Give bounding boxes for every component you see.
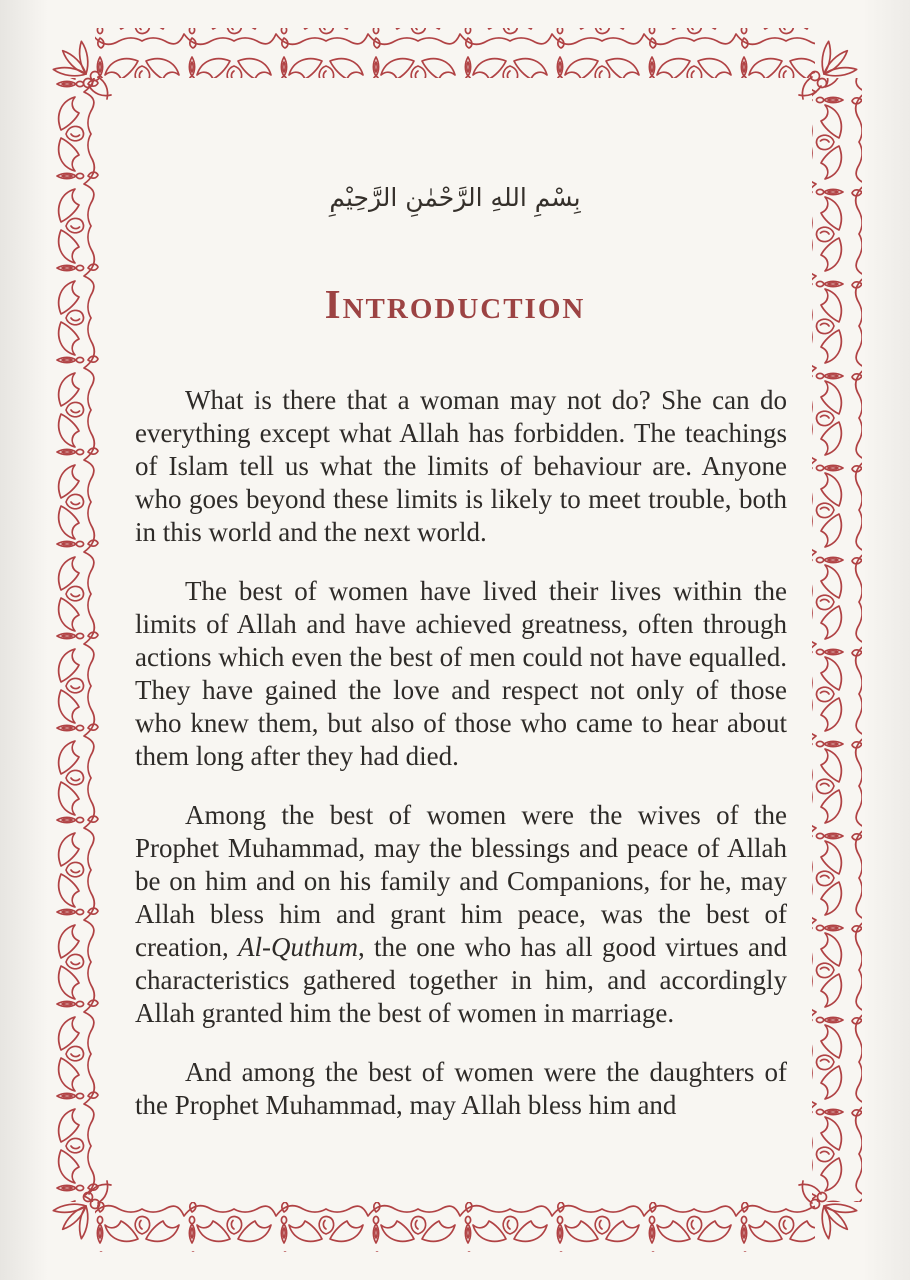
body-text [135,384,787,1122]
paragraph [135,799,787,1030]
text-run: Among the best of women were the wives of the Prophet Muhammad, may the blessings and peace of Allah be on him and on his family and Companions, for he, may Allah bless him and grant him peace, was the best of creation, [135,800,787,962]
text-run: And among the best of women were the daughters of the Prophet Muhammad, may Allah bless him and [135,1057,787,1120]
paragraph [135,575,787,773]
bismillah-calligraphy: بِسْمِ اللهِ الرَّحْمٰنِ الرَّحِيْمِ [329,183,581,212]
border-top-band [95,28,815,78]
border-bottom-band [95,1202,815,1252]
text-run: The best of women have lived their lives within the limits of Allah and have achieved greatness, often through actions which even the best of men could not have equalled. They have gained the love and respect not only of those who knew them, but also of those who came to hear about them long after they had died. [135,576,787,771]
italic-term: Al-Quthum [238,932,358,962]
border-left-band [50,78,100,1202]
chapter-heading: Introduction [324,281,586,327]
border-right-band [812,78,862,1202]
paragraph [135,384,787,549]
text-run: What is there that a woman may not do? She can do everything except what Allah has forbidden. The teachings of Islam tell us what the limits of behaviour are. Anyone who goes beyond these limits is likely to meet trouble, both in this world and the next world. [135,385,787,547]
paragraph [135,1056,787,1122]
text-run: , the one who has all good virtues and characteristics gathered together in him, and accordingly Allah granted him the best of women in marriage. [135,932,787,1028]
